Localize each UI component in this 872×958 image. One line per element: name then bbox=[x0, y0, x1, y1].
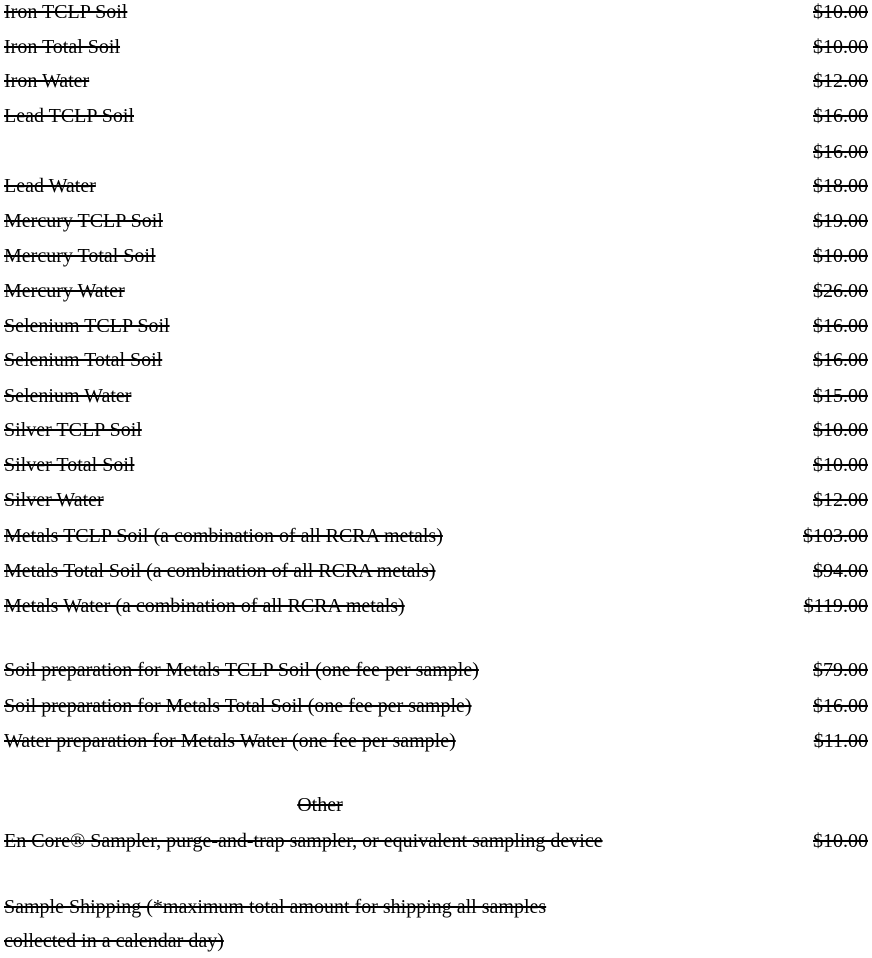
fee-label: Metals TCLP Soil (a combination of all RCRA metals) bbox=[4, 525, 443, 547]
fee-price: $16.00 bbox=[813, 349, 868, 371]
fee-label: Selenium Total Soil bbox=[4, 349, 163, 371]
fee-row bbox=[0, 209, 872, 239]
fee-row bbox=[0, 0, 872, 30]
fee-label: Metals Water (a combination of all RCRA metals) bbox=[4, 595, 405, 617]
fee-label: Iron Total Soil bbox=[4, 36, 121, 58]
fee-row bbox=[0, 279, 872, 309]
fee-row bbox=[0, 104, 872, 134]
fee-row bbox=[0, 140, 872, 170]
fee-label: Iron TCLP Soil bbox=[4, 1, 128, 23]
fee-price: $26.00 bbox=[813, 280, 868, 302]
fee-price: $12.00 bbox=[813, 489, 868, 511]
fee-price: $10.00 bbox=[813, 245, 868, 267]
prep-row bbox=[0, 658, 872, 688]
fee-price: $15.00 bbox=[813, 385, 868, 407]
prep-label: Soil preparation for Metals TCLP Soil (one fee per sample) bbox=[4, 659, 479, 681]
fee-label: Lead TCLP Soil bbox=[4, 105, 134, 127]
shipping-label: Sample Shipping (*maximum total amount for shipping all samples collected in a calendar day) bbox=[4, 896, 547, 952]
fee-row bbox=[0, 594, 872, 624]
fee-label: Mercury TCLP Soil bbox=[4, 210, 163, 232]
fee-label: Silver Total Soil bbox=[4, 454, 135, 476]
prep-price: $79.00 bbox=[813, 659, 868, 681]
fee-price: $18.00 bbox=[813, 175, 868, 197]
fee-label: Selenium Water bbox=[4, 385, 132, 407]
sampler-price: $10.00 bbox=[813, 830, 868, 852]
fee-label: Silver Water bbox=[4, 489, 104, 511]
fee-price: $12.00 bbox=[813, 70, 868, 92]
fee-price: $94.00 bbox=[813, 560, 868, 582]
fee-row bbox=[0, 174, 872, 204]
fee-price: $10.00 bbox=[813, 419, 868, 441]
fee-row bbox=[0, 314, 872, 344]
sampler-label: En Core® Sampler, purge-and-trap sampler, or equivalent sampling device bbox=[4, 830, 603, 852]
fee-price: $16.00 bbox=[813, 105, 868, 127]
fee-price: $119.00 bbox=[803, 595, 868, 617]
fee-row bbox=[0, 384, 872, 414]
fee-row bbox=[0, 453, 872, 483]
prep-price: $16.00 bbox=[813, 695, 868, 717]
fee-row bbox=[0, 244, 872, 274]
fee-label: Silver TCLP Soil bbox=[4, 419, 142, 441]
other-heading: Other bbox=[297, 794, 343, 816]
fee-label: Metals Total Soil (a combination of all RCRA metals) bbox=[4, 560, 436, 582]
fee-price: $10.00 bbox=[813, 36, 868, 58]
prep-price: $11.00 bbox=[813, 730, 868, 752]
fee-row bbox=[0, 35, 872, 65]
fee-price: $16.00 bbox=[813, 315, 868, 337]
fee-label: Mercury Water bbox=[4, 280, 125, 302]
fee-price: $103.00 bbox=[803, 525, 868, 547]
fee-label: Mercury Total Soil bbox=[4, 245, 156, 267]
prep-label: Soil preparation for Metals Total Soil (one fee per sample) bbox=[4, 695, 472, 717]
fee-row bbox=[0, 69, 872, 99]
fee-row bbox=[0, 488, 872, 518]
fee-row bbox=[0, 418, 872, 448]
fee-label: Lead Water bbox=[4, 175, 96, 197]
prep-row bbox=[0, 694, 872, 724]
fee-row bbox=[0, 348, 872, 378]
fee-row bbox=[0, 559, 872, 589]
fee-price: $10.00 bbox=[813, 454, 868, 476]
fee-price: $19.00 bbox=[813, 210, 868, 232]
fee-price: $16.00 bbox=[813, 141, 868, 163]
prep-row bbox=[0, 729, 872, 759]
fee-label: Iron Water bbox=[4, 70, 90, 92]
fee-row bbox=[0, 524, 872, 554]
fee-price: $10.00 bbox=[813, 1, 868, 23]
prep-label: Water preparation for Metals Water (one fee per sample) bbox=[4, 730, 456, 752]
fee-label: Selenium TCLP Soil bbox=[4, 315, 170, 337]
